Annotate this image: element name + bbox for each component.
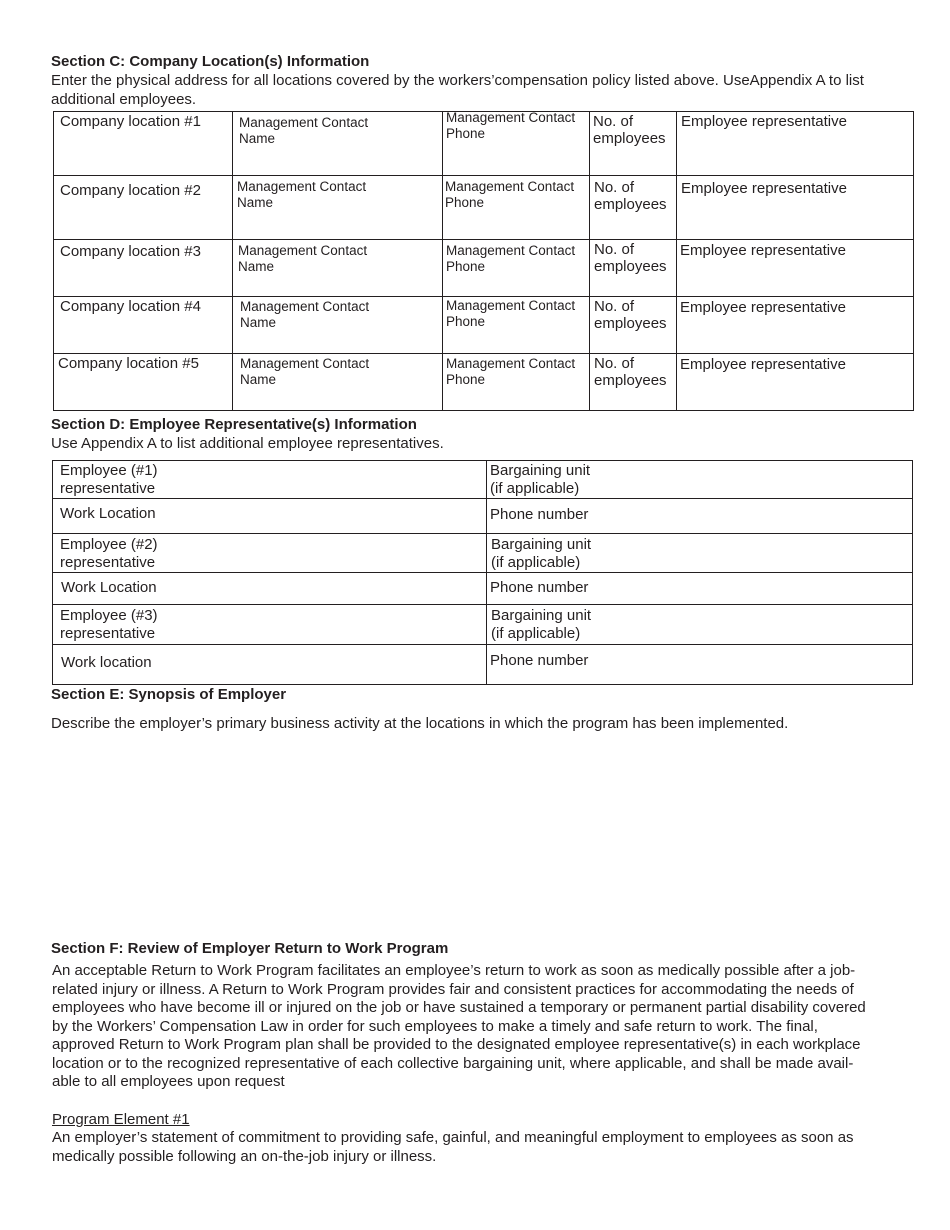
- employee-rep-field[interactable]: Employee representative: [677, 297, 914, 354]
- work-location-field[interactable]: Work Location: [53, 573, 487, 605]
- location-row: [54, 354, 914, 411]
- program-element-title: Program Element #1: [52, 1111, 190, 1128]
- body-line: medically possible following an on-the-job injury or illness.: [52, 1147, 437, 1165]
- bargaining-unit-field[interactable]: Bargaining unit (if applicable): [487, 461, 913, 499]
- body-line: employees who have become ill or injured on the job or have sustained a temporary or permanent partial disability covered: [52, 999, 866, 1016]
- location-field[interactable]: Company location #1: [54, 112, 233, 176]
- employee-reps-table: [52, 460, 913, 685]
- employee-rep-field[interactable]: Employee representative: [677, 240, 914, 297]
- contact-name-field[interactable]: Management Contact Name: [233, 354, 443, 411]
- contact-name-field[interactable]: Management Contact Name: [233, 176, 443, 240]
- program-element-body: [52, 1129, 854, 1166]
- contact-phone-field[interactable]: Management Contact Phone: [443, 297, 590, 354]
- intro-line: Enter the physical address for all locations covered by the workers’compensation policy listed above. UseAppendix A to list: [51, 72, 864, 89]
- section-d-intro: Use Appendix A to list additional employee representatives.: [51, 435, 444, 452]
- employee-rep-field[interactable]: Employee representative: [677, 112, 914, 176]
- rep-row: [53, 605, 913, 645]
- synopsis-input-area[interactable]: [51, 740, 911, 930]
- phone-number-field[interactable]: Phone number: [487, 573, 913, 605]
- location-field[interactable]: Company location #2: [54, 176, 233, 240]
- work-location-field[interactable]: Work Location: [53, 499, 487, 534]
- contact-name-field[interactable]: Management Contact Name: [233, 297, 443, 354]
- section-e-heading: Section E: Synopsis of Employer: [51, 686, 287, 703]
- location-row: [54, 240, 914, 297]
- body-line: An employer’s statement of commitment to providing safe, gainful, and meaningful employment to employees as soon as: [52, 1129, 854, 1146]
- employees-count-field[interactable]: No. of employees: [590, 240, 677, 297]
- phone-number-field[interactable]: Phone number: [487, 499, 913, 534]
- employees-count-field[interactable]: No. of employees: [590, 297, 677, 354]
- phone-number-field[interactable]: Phone number: [487, 645, 913, 685]
- section-c-heading: Section C: Company Location(s) Information: [51, 53, 370, 70]
- location-field[interactable]: Company location #3: [54, 240, 233, 297]
- body-line: An acceptable Return to Work Program facilitates an employee’s return to work as soon as medically possible after a job-: [52, 962, 856, 979]
- rep-row: [53, 573, 913, 605]
- contact-phone-field[interactable]: Management Contact Phone: [443, 240, 590, 297]
- employees-count-field[interactable]: No. of employees: [590, 354, 677, 411]
- section-d-heading: Section D: Employee Representative(s) Information: [51, 416, 417, 433]
- intro-line: additional employees.: [51, 90, 197, 108]
- body-line: location or to the recognized representative of each collective bargaining unit, where applicable, and shall be made avail-: [52, 1054, 854, 1072]
- contact-name-field[interactable]: Management Contact Name: [233, 112, 443, 176]
- body-line: approved Return to Work Program plan shall be provided to the designated employee representative(s) in each workplace: [52, 1036, 861, 1053]
- section-e-prompt: Describe the employer’s primary business activity at the locations in which the program has been implemented.: [51, 715, 789, 732]
- body-line: by the Workers’ Compensation Law in order for such employees to make a timely and safe return to work. The final,: [52, 1017, 818, 1035]
- contact-phone-field[interactable]: Management Contact Phone: [443, 112, 590, 176]
- rep-row: [53, 499, 913, 534]
- location-field[interactable]: Company location #5: [54, 354, 233, 411]
- contact-name-field[interactable]: Management Contact Name: [233, 240, 443, 297]
- section-f-heading: Section F: Review of Employer Return to Work Program: [51, 940, 449, 957]
- work-location-field[interactable]: Work location: [53, 645, 487, 685]
- location-row: [54, 176, 914, 240]
- bargaining-unit-field[interactable]: Bargaining unit (if applicable): [487, 534, 913, 573]
- rep-row: [53, 645, 913, 685]
- contact-phone-field[interactable]: Management Contact Phone: [443, 354, 590, 411]
- body-line: able to all employees upon request: [52, 1073, 285, 1090]
- location-row: [54, 297, 914, 354]
- rep-row: [53, 461, 913, 499]
- location-field[interactable]: Company location #4: [54, 297, 233, 354]
- employees-count-field[interactable]: No. of employees: [590, 112, 677, 176]
- rep-row: [53, 534, 913, 573]
- contact-phone-field[interactable]: Management Contact Phone: [443, 176, 590, 240]
- company-locations-table: [53, 111, 914, 411]
- employees-count-field[interactable]: No. of employees: [590, 176, 677, 240]
- rep-name-field[interactable]: Employee (#2) representative: [53, 534, 487, 573]
- body-line: related injury or illness. A Return to Work Program provides fair and consistent practices for accommodating the needs of: [52, 980, 854, 998]
- location-row: [54, 112, 914, 176]
- rep-name-field[interactable]: Employee (#3) representative: [53, 605, 487, 645]
- bargaining-unit-field[interactable]: Bargaining unit (if applicable): [487, 605, 913, 645]
- employee-rep-field[interactable]: Employee representative: [677, 354, 914, 411]
- section-f-body: [52, 962, 866, 1092]
- rep-name-field[interactable]: Employee (#1) representative: [53, 461, 487, 499]
- employee-rep-field[interactable]: Employee representative: [677, 176, 914, 240]
- section-c-intro: [51, 72, 864, 109]
